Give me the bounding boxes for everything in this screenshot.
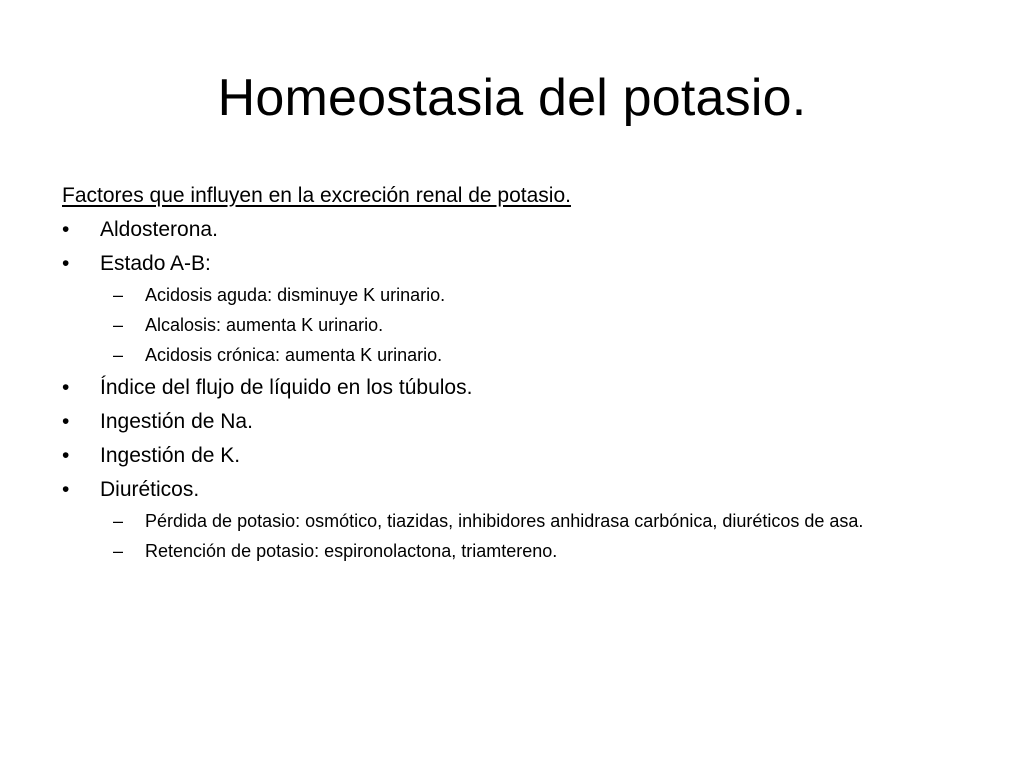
sub-bullet-item	[62, 314, 962, 337]
bullet-text: Aldosterona.	[100, 218, 218, 241]
bullet-icon: •	[62, 444, 70, 467]
dash-icon: –	[113, 285, 124, 305]
bullet-text: Diuréticos.	[100, 478, 200, 501]
sub-bullet-item	[62, 344, 962, 367]
sub-bullet-item	[62, 284, 962, 307]
sub-bullet-item	[62, 540, 962, 563]
bullet-item	[62, 408, 962, 436]
bullet-item	[62, 216, 962, 244]
bullet-item	[62, 476, 962, 504]
dash-icon: –	[113, 345, 124, 365]
dash-icon: –	[113, 511, 124, 531]
slide-body	[62, 182, 962, 570]
bullet-text: Estado A-B:	[100, 252, 211, 275]
bullet-icon: •	[62, 376, 70, 399]
sub-bullet-text: Retención de potasio: espironolactona, triamtereno.	[145, 541, 558, 561]
bullet-icon: •	[62, 252, 70, 275]
bullet-icon: •	[62, 478, 70, 501]
bullet-text: Índice del flujo de líquido en los túbulos.	[100, 376, 473, 399]
sub-bullet-text: Pérdida de potasio: osmótico, tiazidas, inhibidores anhidrasa carbónica, diuréticos de asa.	[145, 511, 864, 531]
sub-bullet-text: Alcalosis: aumenta K urinario.	[145, 315, 384, 335]
sub-bullet-text: Acidosis aguda: disminuye K urinario.	[145, 285, 446, 305]
bullet-item	[62, 442, 962, 470]
bullet-text: Ingestión de K.	[100, 444, 241, 467]
bullet-item	[62, 374, 962, 402]
bullet-icon: •	[62, 410, 70, 433]
bullet-item	[62, 250, 962, 278]
bullet-text: Ingestión de Na.	[100, 410, 253, 433]
sub-bullet-item	[62, 510, 962, 533]
bullet-icon: •	[62, 218, 70, 241]
dash-icon: –	[113, 541, 124, 561]
sub-bullet-text: Acidosis crónica: aumenta K urinario.	[145, 345, 443, 365]
slide-title: Homeostasia del potasio.	[217, 69, 807, 127]
dash-icon: –	[113, 315, 124, 335]
section-heading: Factores que influyen en la excreción renal de potasio.	[62, 184, 571, 207]
